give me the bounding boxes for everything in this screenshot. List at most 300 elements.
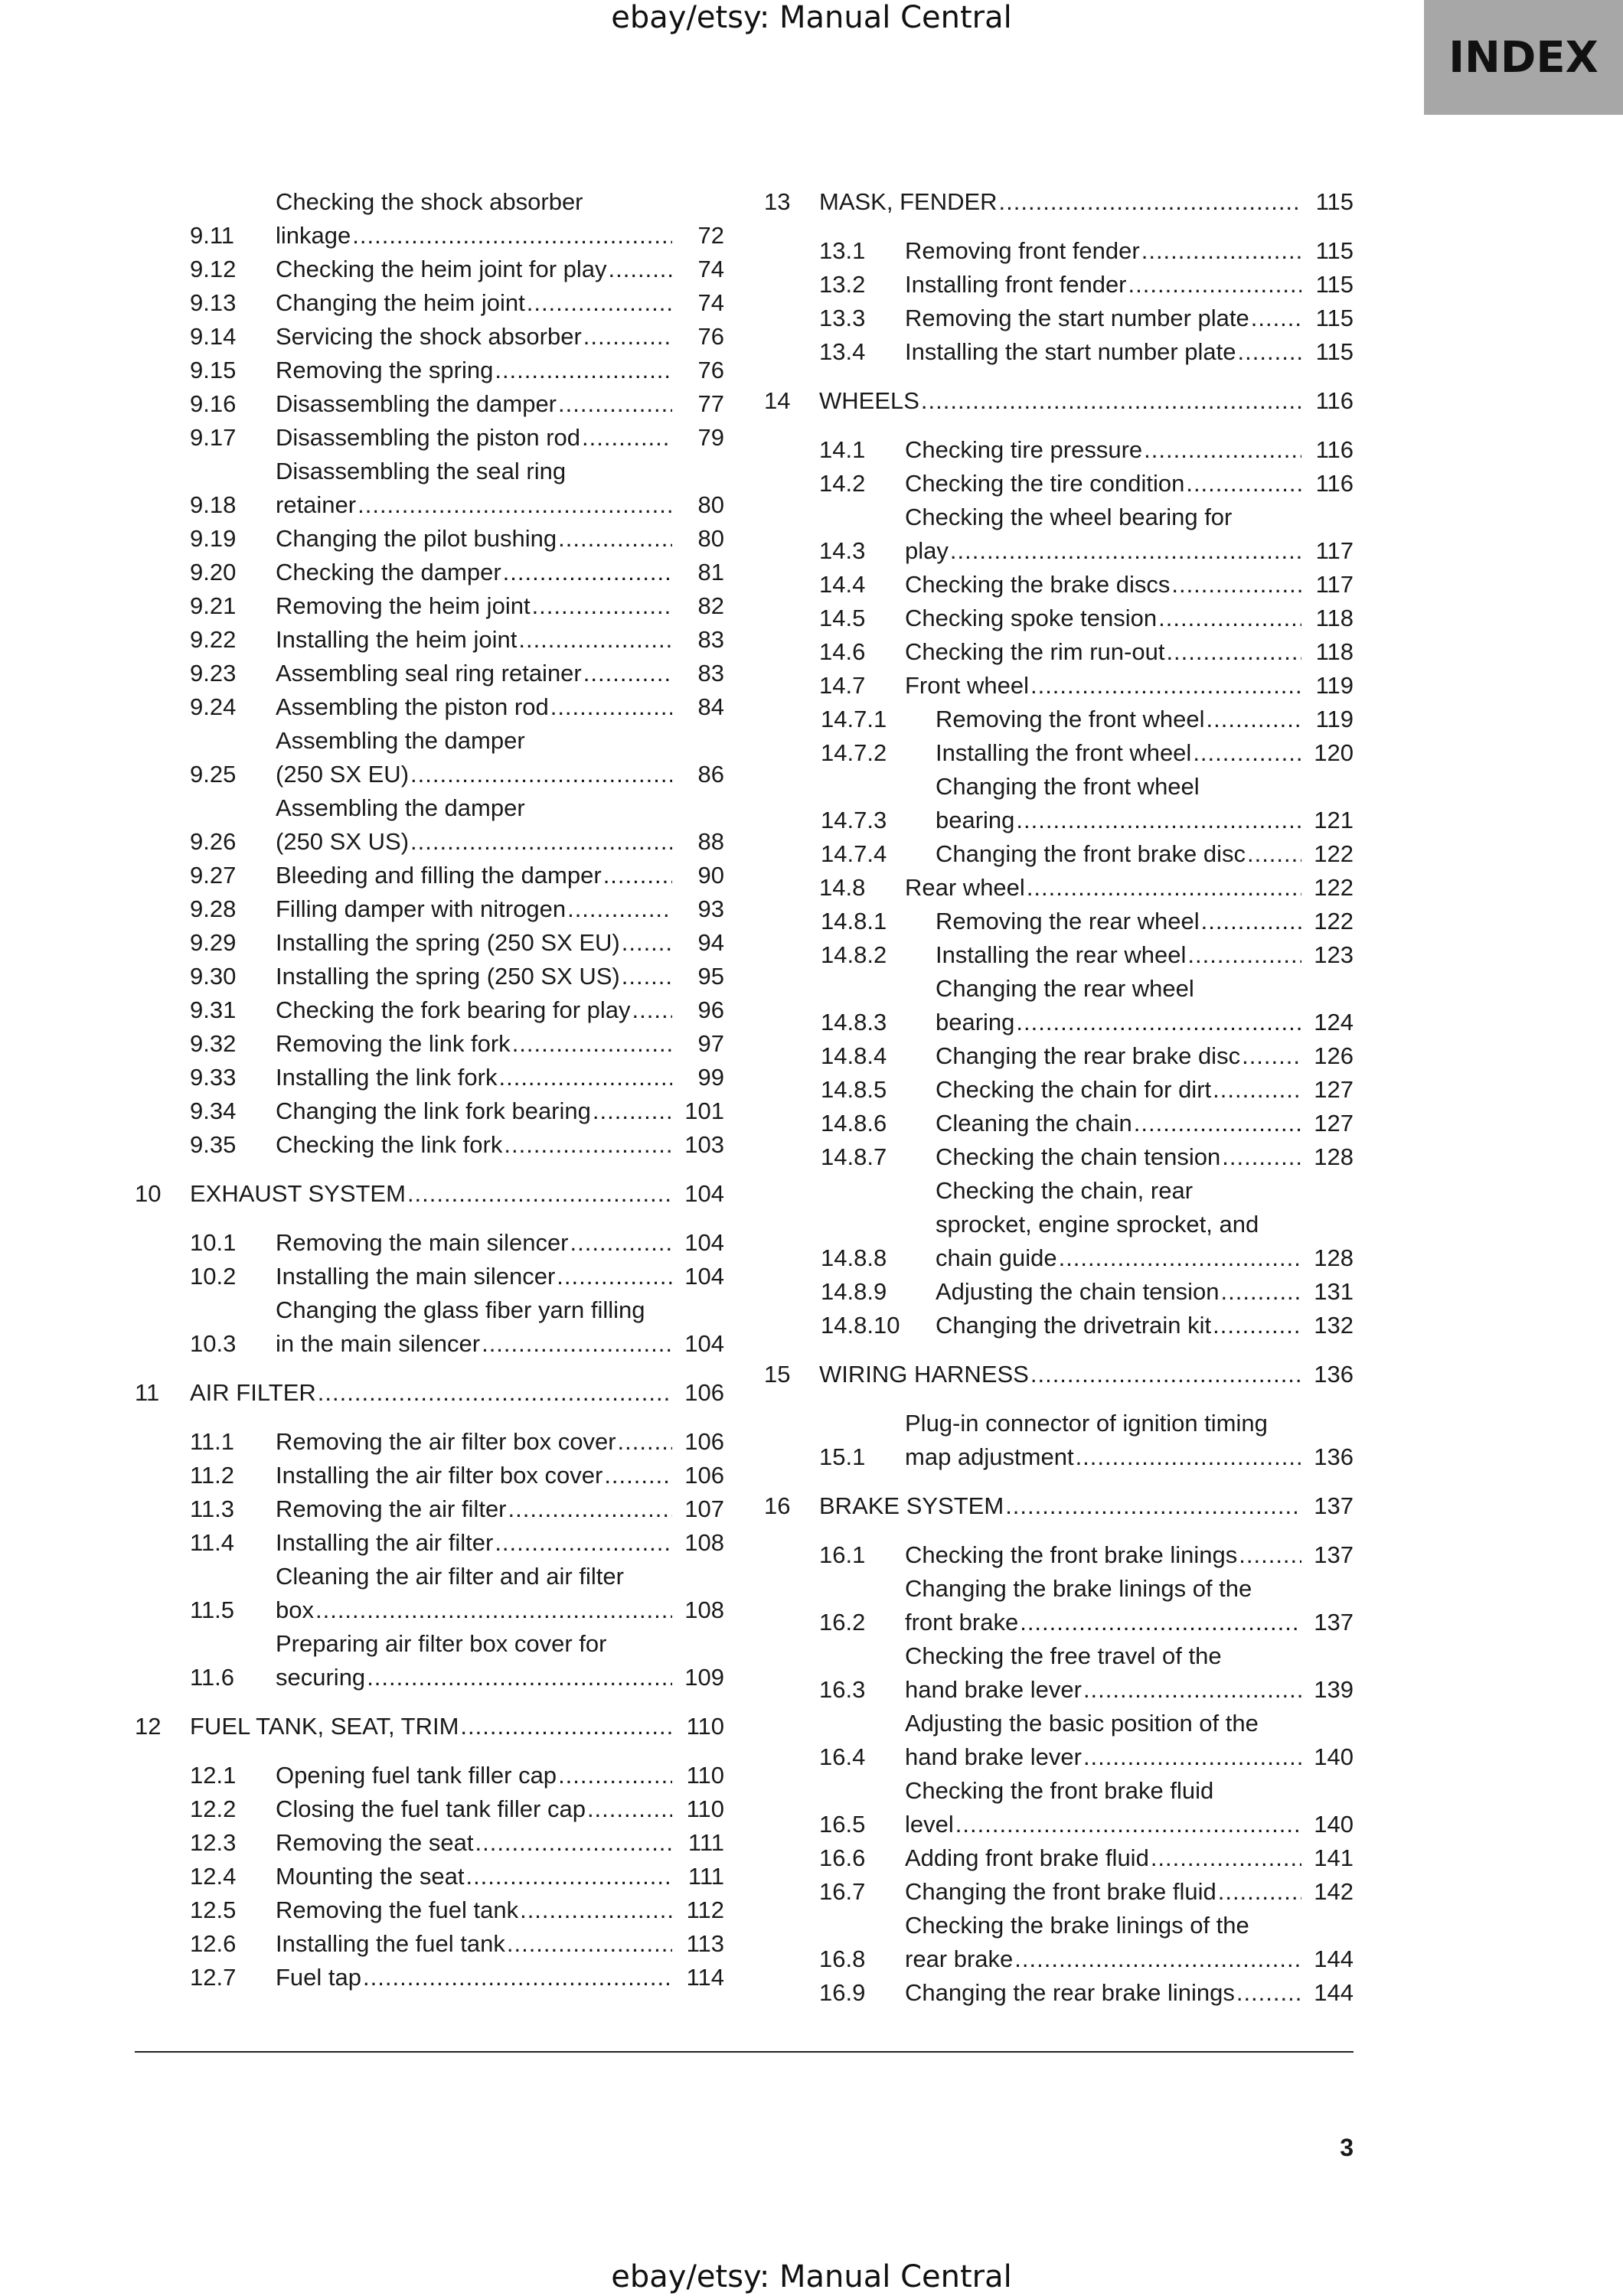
toc-entry-page: 118 bbox=[1315, 638, 1354, 665]
toc-entry-number: 11.2 bbox=[190, 1462, 235, 1489]
toc-entry[interactable] bbox=[764, 433, 1354, 467]
toc-entry-page: 122 bbox=[1314, 908, 1354, 934]
toc-entry-number: 9.18 bbox=[190, 491, 237, 518]
toc-entry[interactable] bbox=[135, 1961, 724, 1994]
dot-leader bbox=[999, 185, 1301, 219]
toc-entry-title-line: bearing bbox=[936, 1009, 1015, 1035]
toc-entry[interactable] bbox=[135, 421, 724, 455]
toc-entry-number: 9.32 bbox=[190, 1030, 237, 1057]
toc-entry-title-line: Checking the free travel of the bbox=[905, 1642, 1222, 1669]
toc-entry-title-line: Removing the seat bbox=[276, 1829, 474, 1856]
toc-entry-page: 81 bbox=[697, 559, 724, 585]
toc-entry[interactable] bbox=[764, 770, 1354, 837]
toc-entry-title-line: linkage bbox=[276, 222, 351, 249]
watermark-top: ebay/etsy: Manual Central bbox=[611, 0, 1012, 35]
toc-entry-title-line: Bleeding and filling the damper bbox=[276, 862, 602, 889]
toc-entry-number: 9.33 bbox=[190, 1064, 237, 1091]
toc-entry[interactable] bbox=[764, 501, 1354, 568]
toc-entry-number: 14.6 bbox=[819, 638, 866, 665]
toc-entry[interactable] bbox=[135, 286, 724, 320]
toc-entry-number: 9.26 bbox=[190, 828, 237, 855]
toc-entry-title-line: Checking the brake linings of the bbox=[905, 1912, 1249, 1939]
toc-chapter-entry[interactable] bbox=[135, 1376, 724, 1410]
toc-entry-number: 9.17 bbox=[190, 424, 237, 451]
toc-entry-title-line: Removing the air filter bbox=[276, 1495, 507, 1522]
toc-entry-title-line: Cleaning the air filter and air filter bbox=[276, 1563, 624, 1590]
toc-entry-number: 9.19 bbox=[190, 525, 237, 552]
toc-entry-page: 137 bbox=[1314, 1541, 1354, 1568]
dot-leader bbox=[1242, 1039, 1301, 1073]
toc-entry-number: 14.8.1 bbox=[821, 908, 887, 934]
toc-entry[interactable] bbox=[764, 1572, 1354, 1639]
toc-entry-title-line: Changing the rear brake linings bbox=[905, 1979, 1235, 2006]
dot-leader bbox=[604, 1459, 672, 1492]
toc-entry-page: 106 bbox=[684, 1379, 724, 1406]
toc-entry-title-line: Removing the start number plate bbox=[905, 305, 1249, 331]
toc-entry[interactable] bbox=[135, 1792, 724, 1826]
toc-entry-title-line: Front wheel bbox=[905, 672, 1029, 699]
toc-entry-title-line: Assembling the piston rod bbox=[276, 693, 549, 720]
toc-entry-page: 80 bbox=[697, 525, 724, 552]
toc-entry-title-line: front brake bbox=[905, 1609, 1019, 1636]
toc-entry-title-line: in the main silencer bbox=[276, 1330, 481, 1357]
dot-leader bbox=[482, 1327, 672, 1361]
toc-entry-title-line: play bbox=[905, 537, 949, 564]
toc-entry[interactable] bbox=[764, 1039, 1354, 1073]
toc-entry-number: 13.1 bbox=[819, 237, 866, 264]
toc-entry-page: 88 bbox=[697, 828, 724, 855]
toc-entry-title-line: Installing the air filter box cover bbox=[276, 1462, 603, 1489]
toc-entry[interactable] bbox=[764, 1639, 1354, 1707]
toc-entry[interactable] bbox=[135, 892, 724, 926]
toc-entry[interactable] bbox=[764, 837, 1354, 871]
toc-entry-number: 9.21 bbox=[190, 592, 237, 619]
toc-entry[interactable] bbox=[764, 335, 1354, 369]
toc-entry-number: 16.7 bbox=[819, 1878, 866, 1905]
toc-chapter-entry[interactable] bbox=[764, 185, 1354, 219]
toc-entry-number: 9.13 bbox=[190, 289, 237, 316]
dot-leader bbox=[557, 1260, 672, 1293]
toc-entry-number: 14.1 bbox=[819, 436, 866, 463]
toc-entry[interactable] bbox=[135, 354, 724, 387]
toc-entry-page: 82 bbox=[697, 592, 724, 619]
toc-entry-number: 14.3 bbox=[819, 537, 866, 564]
toc-entry[interactable] bbox=[764, 1976, 1354, 2010]
toc-chapter-entry[interactable] bbox=[135, 1710, 724, 1743]
toc-entry-page: 114 bbox=[686, 1964, 724, 1991]
dot-leader bbox=[1187, 938, 1301, 972]
toc-entry-title-line: Checking the link fork bbox=[276, 1131, 503, 1158]
toc-entry[interactable] bbox=[764, 1140, 1354, 1174]
toc-entry-page: 93 bbox=[697, 895, 724, 922]
toc-entry-page: 120 bbox=[1314, 739, 1354, 766]
toc-entry[interactable] bbox=[135, 1425, 724, 1459]
toc-entry-title-line: Changing the front brake disc bbox=[936, 840, 1246, 867]
toc-entry-page: 72 bbox=[697, 222, 724, 249]
toc-entry[interactable] bbox=[135, 960, 724, 993]
toc-entry-number: 12.3 bbox=[190, 1829, 237, 1856]
dot-leader bbox=[460, 1710, 672, 1743]
dot-leader bbox=[475, 1826, 672, 1860]
toc-entry-title-line: Installing the main silencer bbox=[276, 1263, 556, 1290]
toc-entry[interactable] bbox=[135, 623, 724, 657]
dot-leader bbox=[410, 825, 672, 859]
toc-entry-number: 14.5 bbox=[819, 605, 866, 631]
toc-entry-page: 86 bbox=[697, 761, 724, 788]
dot-leader bbox=[1016, 804, 1301, 837]
toc-entry-number: 9.14 bbox=[190, 323, 237, 350]
toc-entry[interactable] bbox=[135, 1627, 724, 1694]
toc-entry-number: 15.1 bbox=[819, 1443, 866, 1470]
toc-entry-page: 99 bbox=[697, 1064, 724, 1091]
toc-entry-page: 116 bbox=[1315, 387, 1354, 414]
toc-entry-page: 115 bbox=[1315, 188, 1354, 215]
toc-chapter-entry[interactable] bbox=[764, 1358, 1354, 1391]
toc-entry-number: 14.8.5 bbox=[821, 1076, 887, 1103]
dot-leader bbox=[1218, 1875, 1301, 1909]
toc-entry-page: 115 bbox=[1315, 237, 1354, 264]
toc-entry-title-line: Mounting the seat bbox=[276, 1863, 465, 1890]
toc-entry-title-line: EXHAUST SYSTEM bbox=[190, 1180, 406, 1207]
dot-leader bbox=[503, 556, 672, 589]
toc-entry-title-line: Assembling the damper bbox=[276, 727, 525, 754]
toc-entry-title-line: Checking the wheel bearing for bbox=[905, 504, 1233, 530]
toc-entry-number: 9.28 bbox=[190, 895, 237, 922]
toc-entry-title-line: Installing front fender bbox=[905, 271, 1127, 298]
toc-entry-title-line: Checking the rim run-out bbox=[905, 638, 1165, 665]
toc-entry[interactable] bbox=[764, 467, 1354, 501]
dot-leader bbox=[550, 690, 672, 724]
toc-entry-number: 14.8.10 bbox=[821, 1312, 900, 1339]
toc-entry[interactable] bbox=[135, 185, 724, 253]
toc-entry-title-line: Checking spoke tension bbox=[905, 605, 1158, 631]
toc-entry-page: 110 bbox=[686, 1762, 724, 1789]
dot-leader bbox=[1193, 736, 1301, 770]
toc-entry[interactable] bbox=[135, 1893, 724, 1927]
toc-entry-number: 9.24 bbox=[190, 693, 237, 720]
toc-entry[interactable] bbox=[764, 938, 1354, 972]
toc-entry-page: 119 bbox=[1315, 672, 1354, 699]
toc-entry-page: 127 bbox=[1314, 1110, 1354, 1137]
dot-leader bbox=[1030, 1358, 1301, 1391]
toc-entry-title-line: Checking tire pressure bbox=[905, 436, 1143, 463]
toc-entry-title-line: Installing the rear wheel bbox=[936, 941, 1187, 968]
toc-entry[interactable] bbox=[135, 1560, 724, 1627]
toc-left-column bbox=[135, 185, 724, 1994]
dot-leader bbox=[1005, 1489, 1301, 1523]
toc-entry-title-line: securing bbox=[276, 1664, 366, 1691]
toc-chapter-entry[interactable] bbox=[764, 1489, 1354, 1523]
dot-leader bbox=[407, 1177, 672, 1211]
toc-entry[interactable] bbox=[764, 703, 1354, 736]
toc-entry-number: 13.2 bbox=[819, 271, 866, 298]
toc-entry-title-line: Checking the heim joint for play bbox=[276, 256, 607, 282]
toc-entry-number: 9.11 bbox=[190, 222, 235, 249]
toc-entry-page: 122 bbox=[1314, 874, 1354, 901]
toc-entry-number: 13.3 bbox=[819, 305, 866, 331]
toc-entry-number: 11 bbox=[135, 1379, 160, 1406]
toc-entry[interactable] bbox=[764, 1841, 1354, 1875]
toc-entry-title-line: retainer bbox=[276, 491, 357, 518]
toc-entry[interactable] bbox=[135, 589, 724, 623]
dot-leader bbox=[465, 1860, 672, 1893]
toc-entry-number: 16.3 bbox=[819, 1676, 866, 1703]
toc-entry-number: 14.7 bbox=[819, 672, 866, 699]
toc-entry[interactable] bbox=[764, 905, 1354, 938]
toc-entry-page: 97 bbox=[697, 1030, 724, 1057]
toc-entry-title-line: Installing the heim joint bbox=[276, 626, 518, 653]
dot-leader bbox=[315, 1593, 672, 1627]
toc-entry-title-line: Changing the brake linings of the bbox=[905, 1575, 1252, 1602]
toc-entry[interactable] bbox=[135, 1226, 724, 1260]
toc-entry[interactable] bbox=[135, 926, 724, 960]
toc-entry-title-line: Changing the pilot bushing bbox=[276, 525, 557, 552]
toc-entry-page: 140 bbox=[1314, 1811, 1354, 1838]
toc-entry-page: 116 bbox=[1315, 470, 1354, 497]
toc-entry-number: 16.5 bbox=[819, 1811, 866, 1838]
toc-entry[interactable] bbox=[135, 253, 724, 286]
toc-entry[interactable] bbox=[135, 1759, 724, 1792]
toc-entry[interactable] bbox=[135, 1860, 724, 1893]
dot-leader bbox=[622, 960, 672, 993]
toc-entry-title-line: Removing the rear wheel bbox=[936, 908, 1200, 934]
toc-entry[interactable] bbox=[135, 690, 724, 724]
toc-entry-page: 107 bbox=[684, 1495, 724, 1522]
toc-entry-title-line: Removing the heim joint bbox=[276, 592, 531, 619]
toc-entry-number: 14.7.1 bbox=[821, 706, 887, 732]
toc-entry-title-line: Changing the glass fiber yarn filling bbox=[276, 1296, 645, 1323]
toc-entry-number: 9.20 bbox=[190, 559, 237, 585]
toc-entry-title-line: rear brake bbox=[905, 1945, 1014, 1972]
toc-entry-page: 119 bbox=[1315, 706, 1354, 732]
dot-leader bbox=[558, 522, 672, 556]
toc-entry[interactable] bbox=[135, 1128, 724, 1162]
toc-entry[interactable] bbox=[764, 602, 1354, 635]
toc-entry-number: 12.7 bbox=[190, 1964, 237, 1991]
toc-entry-page: 104 bbox=[684, 1229, 724, 1256]
toc-entry-page: 104 bbox=[684, 1330, 724, 1357]
toc-entry[interactable] bbox=[764, 635, 1354, 669]
dot-leader bbox=[558, 387, 672, 421]
toc-entry-page: 108 bbox=[684, 1529, 724, 1556]
dot-leader bbox=[1141, 234, 1301, 268]
toc-entry[interactable] bbox=[135, 387, 724, 421]
toc-entry-page: 112 bbox=[686, 1896, 724, 1923]
toc-entry-number: 16.2 bbox=[819, 1609, 866, 1636]
footer-rule bbox=[135, 2051, 1354, 2053]
dot-leader bbox=[1238, 335, 1301, 369]
toc-entry-number: 14.7.4 bbox=[821, 840, 887, 867]
toc-entry-title-line: BRAKE SYSTEM bbox=[819, 1492, 1004, 1519]
dot-leader bbox=[1020, 1606, 1301, 1639]
dot-leader bbox=[410, 758, 672, 791]
toc-entry-page: 79 bbox=[697, 424, 724, 451]
toc-entry[interactable] bbox=[764, 871, 1354, 905]
toc-entry-page: 106 bbox=[684, 1462, 724, 1489]
dot-leader bbox=[618, 1425, 672, 1459]
toc-entry-number: 11.5 bbox=[190, 1596, 235, 1623]
toc-entry-page: 74 bbox=[697, 256, 724, 282]
toc-entry[interactable] bbox=[135, 522, 724, 556]
toc-entry[interactable] bbox=[135, 1492, 724, 1526]
dot-leader bbox=[1027, 871, 1301, 905]
toc-entry-page: 109 bbox=[684, 1664, 724, 1691]
dot-leader bbox=[955, 1808, 1301, 1841]
toc-entry-title-line: map adjustment bbox=[905, 1443, 1074, 1470]
toc-entry-page: 139 bbox=[1314, 1676, 1354, 1703]
toc-entry[interactable] bbox=[135, 657, 724, 690]
toc-entry-page: 136 bbox=[1314, 1443, 1354, 1470]
toc-entry-page: 121 bbox=[1314, 807, 1354, 833]
toc-entry-page: 83 bbox=[697, 626, 724, 653]
toc-entry[interactable] bbox=[764, 1538, 1354, 1572]
dot-leader bbox=[518, 623, 672, 657]
toc-entry-number: 11.6 bbox=[190, 1664, 235, 1691]
toc-entry-title-line: sprocket, engine sprocket, and bbox=[936, 1211, 1259, 1238]
toc-entry-title-line: level bbox=[905, 1811, 954, 1838]
toc-entry-title-line: Checking the damper bbox=[276, 559, 501, 585]
toc-entry-title-line: Disassembling the piston rod bbox=[276, 424, 581, 451]
toc-entry[interactable] bbox=[764, 1875, 1354, 1909]
toc-entry-page: 141 bbox=[1314, 1844, 1354, 1871]
toc-entry[interactable] bbox=[135, 1927, 724, 1961]
toc-entry-title-line: Fuel tap bbox=[276, 1964, 362, 1991]
toc-entry[interactable] bbox=[135, 1027, 724, 1061]
toc-entry-title-line: AIR FILTER bbox=[190, 1379, 316, 1406]
dot-leader bbox=[358, 488, 672, 522]
toc-entry-number: 14.8.9 bbox=[821, 1278, 887, 1305]
toc-entry[interactable] bbox=[135, 455, 724, 522]
toc-entry-page: 123 bbox=[1314, 941, 1354, 968]
toc-entry[interactable] bbox=[135, 556, 724, 589]
toc-entry-number: 9.31 bbox=[190, 996, 237, 1023]
dot-leader bbox=[950, 534, 1301, 568]
toc-entry-page: 127 bbox=[1314, 1076, 1354, 1103]
toc-entry[interactable] bbox=[135, 1526, 724, 1560]
toc-entry[interactable] bbox=[764, 1073, 1354, 1107]
toc-entry[interactable] bbox=[135, 320, 724, 354]
toc-entry[interactable] bbox=[135, 993, 724, 1027]
toc-entry[interactable] bbox=[764, 568, 1354, 602]
dot-leader bbox=[587, 1792, 672, 1826]
dot-leader bbox=[1171, 568, 1301, 602]
toc-entry-number: 14.8.4 bbox=[821, 1042, 887, 1069]
toc-entry[interactable] bbox=[764, 1909, 1354, 1976]
toc-entry[interactable] bbox=[135, 1459, 724, 1492]
toc-entry-number: 12.1 bbox=[190, 1762, 237, 1789]
toc-entry-number: 13.4 bbox=[819, 338, 866, 365]
toc-entry-number: 9.23 bbox=[190, 660, 237, 687]
toc-entry-page: 128 bbox=[1314, 1244, 1354, 1271]
toc-entry[interactable] bbox=[764, 302, 1354, 335]
toc-entry-title-line: WIRING HARNESS bbox=[819, 1361, 1029, 1388]
toc-entry-page: 124 bbox=[1314, 1009, 1354, 1035]
toc-entry[interactable] bbox=[764, 1774, 1354, 1841]
toc-entry-number: 9.29 bbox=[190, 929, 237, 956]
dot-leader bbox=[1030, 669, 1301, 703]
toc-entry-page: 142 bbox=[1314, 1878, 1354, 1905]
toc-entry[interactable] bbox=[764, 972, 1354, 1039]
toc-entry-number: 11.4 bbox=[190, 1529, 235, 1556]
toc-entry-number: 12.2 bbox=[190, 1795, 237, 1822]
toc-entry[interactable] bbox=[764, 1309, 1354, 1342]
toc-entry-title-line: Preparing air filter box cover for bbox=[276, 1630, 607, 1657]
toc-entry-title-line: Checking the fork bearing for play bbox=[276, 996, 631, 1023]
toc-entry-title-line: Checking the chain tension bbox=[936, 1143, 1221, 1170]
toc-entry[interactable] bbox=[135, 1061, 724, 1094]
toc-entry-number: 9.12 bbox=[190, 256, 237, 282]
dot-leader bbox=[570, 1226, 672, 1260]
dot-leader bbox=[1059, 1241, 1301, 1275]
toc-entry-page: 115 bbox=[1315, 338, 1354, 365]
toc-entry[interactable] bbox=[764, 1407, 1354, 1474]
dot-leader bbox=[527, 286, 672, 320]
toc-entry-number: 14.8.6 bbox=[821, 1110, 887, 1137]
toc-entry[interactable] bbox=[135, 1094, 724, 1128]
dot-leader bbox=[1207, 703, 1301, 736]
dot-leader bbox=[498, 1061, 672, 1094]
toc-entry[interactable] bbox=[135, 1826, 724, 1860]
toc-entry[interactable] bbox=[764, 736, 1354, 770]
toc-right-column bbox=[764, 185, 1354, 2010]
toc-entry-page: 104 bbox=[684, 1180, 724, 1207]
toc-entry-page: 104 bbox=[684, 1263, 724, 1290]
toc-entry-number: 9.27 bbox=[190, 862, 237, 889]
toc-entry-page: 118 bbox=[1315, 605, 1354, 631]
dot-leader bbox=[512, 1027, 672, 1061]
toc-entry[interactable] bbox=[764, 1174, 1354, 1275]
toc-entry-page: 111 bbox=[687, 1863, 724, 1890]
toc-entry-number: 14.4 bbox=[819, 571, 866, 598]
dot-leader bbox=[583, 320, 672, 354]
toc-chapter-entry[interactable] bbox=[764, 384, 1354, 418]
toc-entry[interactable] bbox=[764, 1707, 1354, 1774]
dot-leader bbox=[1134, 1107, 1301, 1140]
toc-entry-page: 76 bbox=[697, 323, 724, 350]
toc-entry[interactable] bbox=[135, 724, 724, 791]
toc-entry[interactable] bbox=[135, 859, 724, 892]
toc-chapter-entry[interactable] bbox=[135, 1177, 724, 1211]
toc-entry-page: 122 bbox=[1314, 840, 1354, 867]
toc-entry[interactable] bbox=[764, 268, 1354, 302]
toc-entry-title-line: Installing the link fork bbox=[276, 1064, 498, 1091]
toc-entry[interactable] bbox=[764, 234, 1354, 268]
toc-entry-number: 15 bbox=[764, 1361, 791, 1388]
dot-leader bbox=[495, 1526, 672, 1560]
toc-entry[interactable] bbox=[135, 1260, 724, 1293]
toc-entry[interactable] bbox=[764, 1107, 1354, 1140]
toc-entry[interactable] bbox=[764, 1275, 1354, 1309]
toc-entry-title-line: Installing the spring (250 SX EU) bbox=[276, 929, 620, 956]
toc-entry-title-line: Checking the brake discs bbox=[905, 571, 1171, 598]
toc-entry[interactable] bbox=[764, 669, 1354, 703]
toc-entry-page: 136 bbox=[1314, 1361, 1354, 1388]
toc-entry-number: 14.8.3 bbox=[821, 1009, 887, 1035]
toc-entry[interactable] bbox=[135, 791, 724, 859]
toc-entry-page: 144 bbox=[1314, 1945, 1354, 1972]
dot-leader bbox=[1144, 433, 1301, 467]
toc-entry[interactable] bbox=[135, 1293, 724, 1361]
toc-entry-page: 126 bbox=[1314, 1042, 1354, 1069]
dot-leader bbox=[1213, 1309, 1301, 1342]
watermark-bottom: ebay/etsy: Manual Central bbox=[611, 2259, 1012, 2294]
toc-entry-title-line: box bbox=[276, 1596, 314, 1623]
toc-entry-page: 137 bbox=[1314, 1492, 1354, 1519]
dot-leader bbox=[1222, 1140, 1301, 1174]
toc-entry-page: 110 bbox=[686, 1713, 724, 1740]
toc-entry-number: 10.1 bbox=[190, 1229, 237, 1256]
dot-leader bbox=[583, 657, 672, 690]
